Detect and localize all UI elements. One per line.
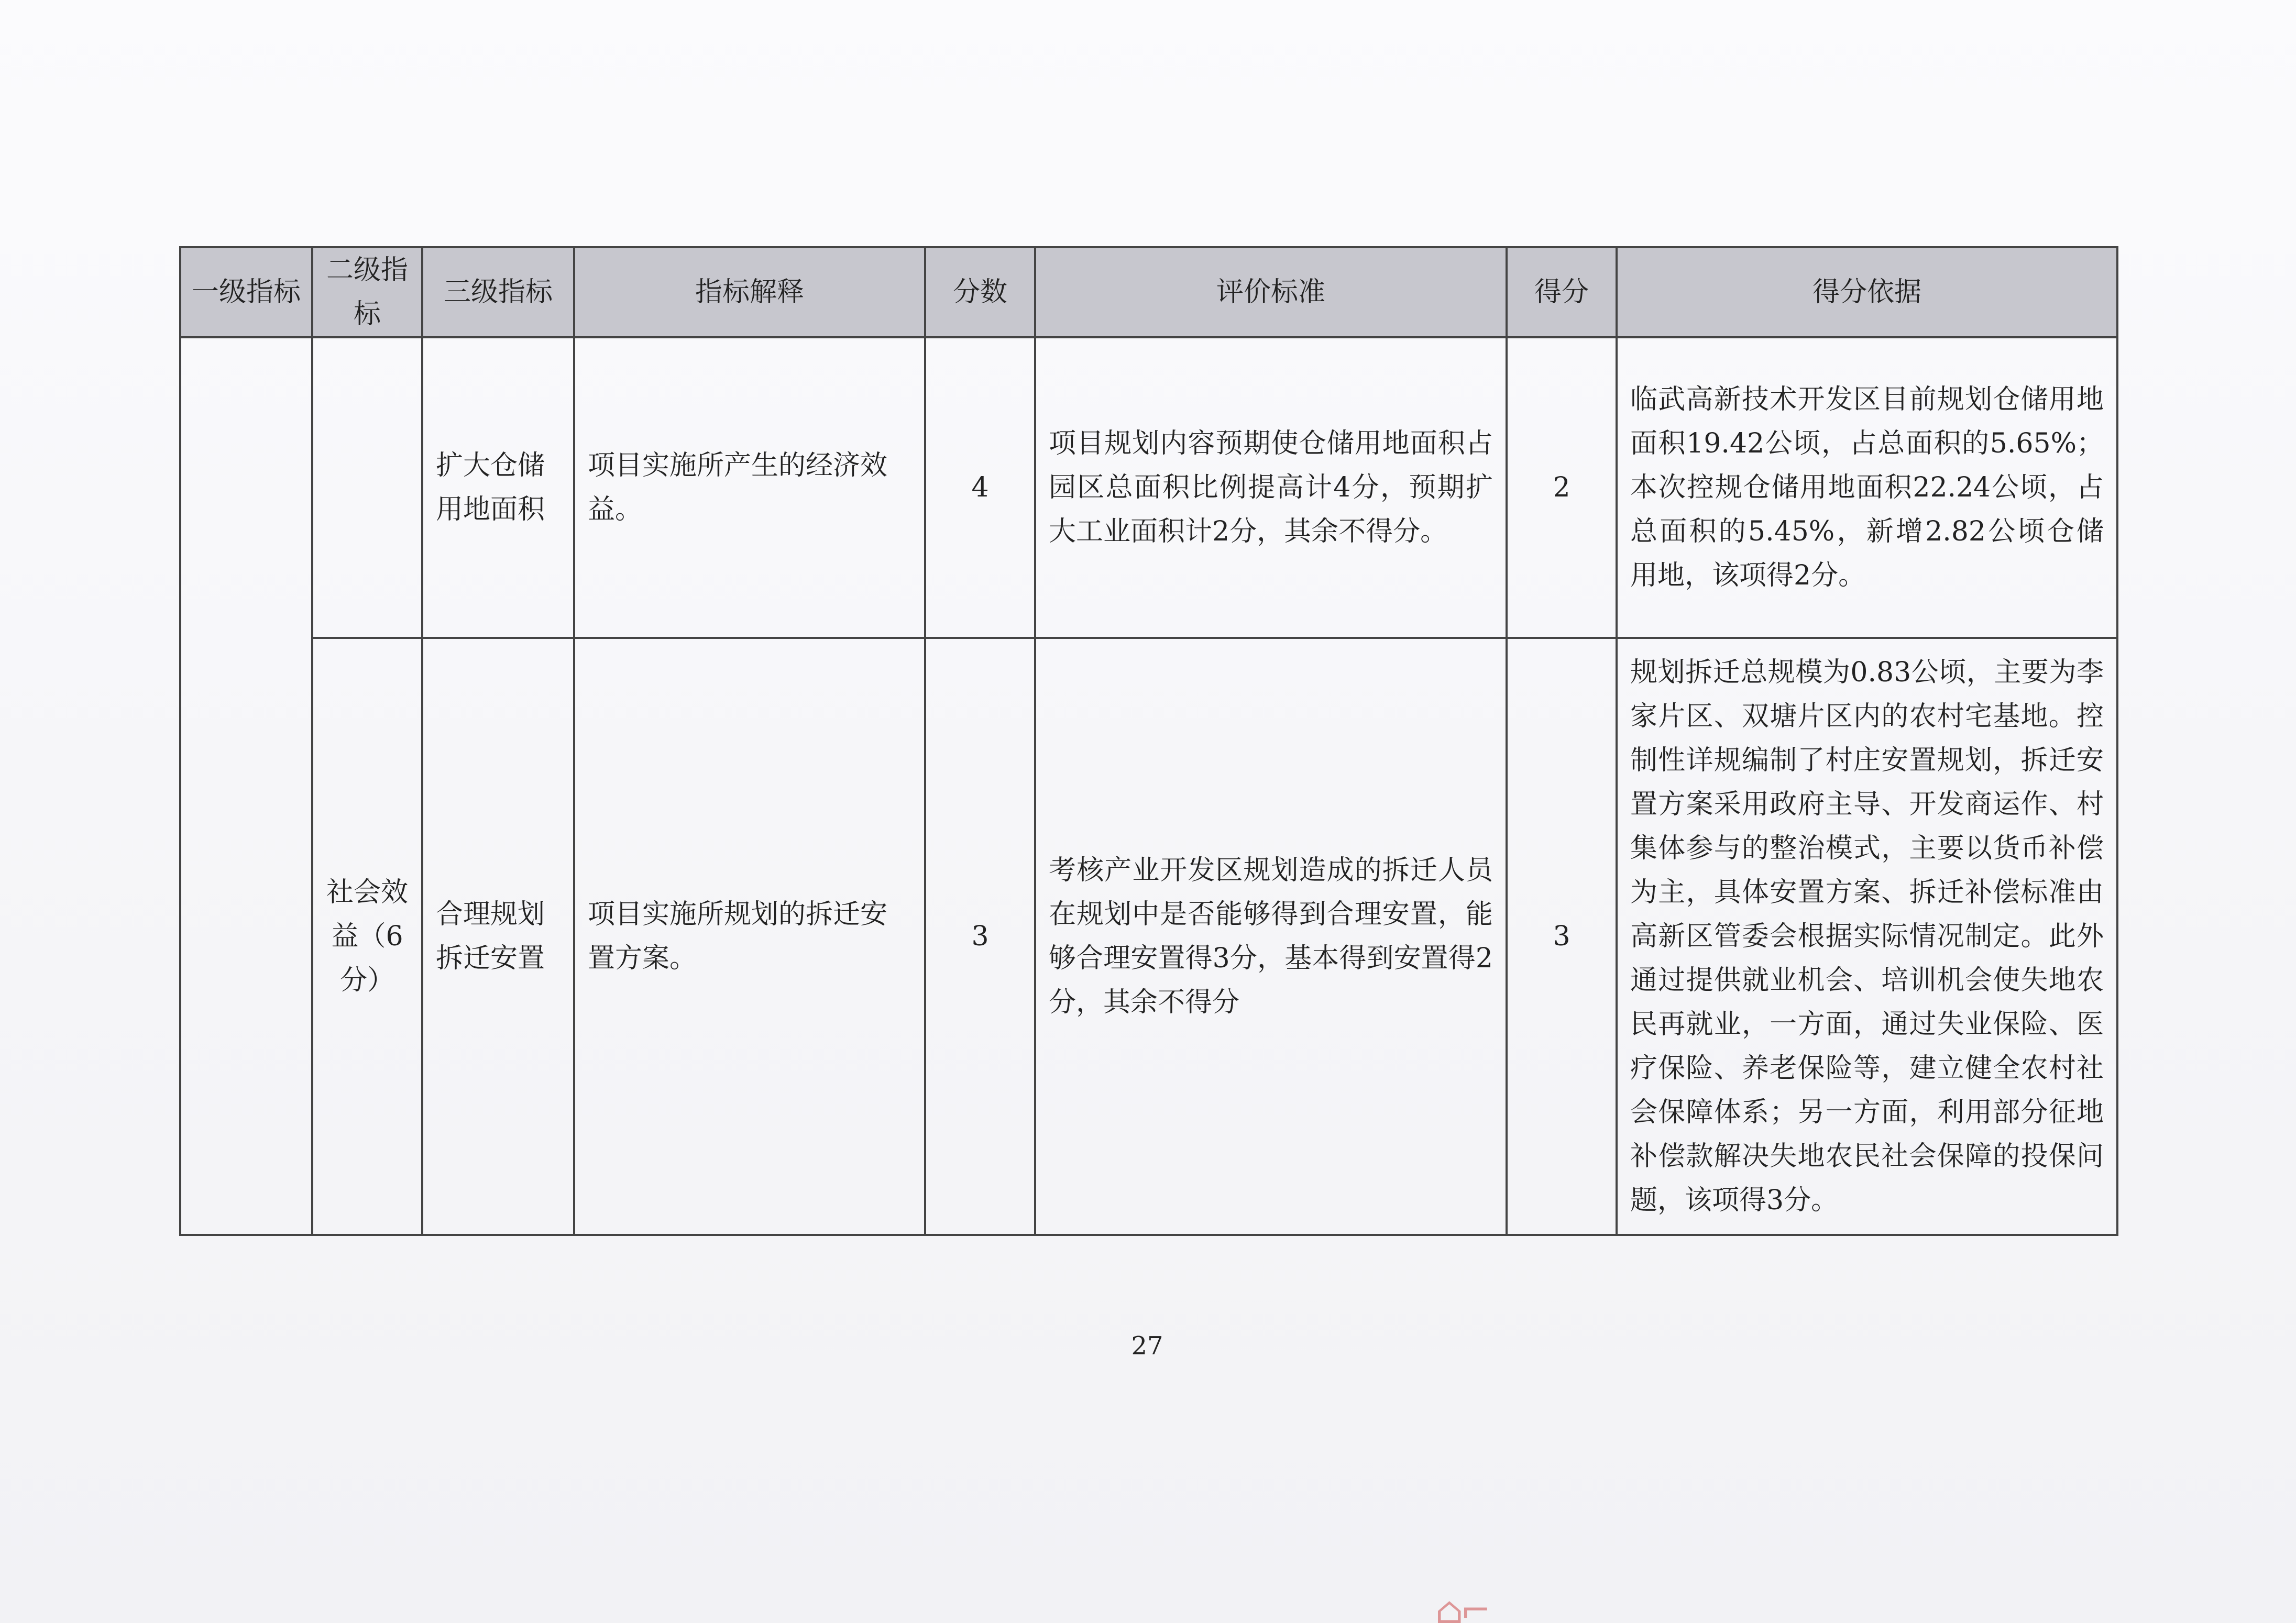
criteria-cell: 项目规划内容预期使仓储用地面积占园区总面积比例提高计4分，预期扩大工业面积计2分，其余不得分。 [1035,337,1507,638]
evaluation-table-container [179,246,2116,1236]
stamp-fragment: ⌂⌐ [1435,1592,1488,1623]
header-level2-indicator: 二级指标 [312,247,422,337]
level3-cell: 扩大仓储用地面积 [422,337,574,638]
header-earned-score: 得分 [1507,247,1617,337]
header-indicator-explanation: 指标解释 [574,247,925,337]
earned-score-cell: 3 [1507,638,1617,1235]
score-cell: 4 [925,337,1035,638]
header-level3-indicator: 三级指标 [422,247,574,337]
criteria-cell: 考核产业开发区规划造成的拆迁人员在规划中是否能够得到合理安置，能够合理安置得3分，基本得到安置得2分，其余不得分 [1035,638,1507,1235]
level1-empty-cell [180,337,312,1235]
level3-cell: 合理规划拆迁安置 [422,638,574,1235]
table-header [180,247,2117,337]
level2-group-cell: 社会效益（6分） [312,638,422,1235]
basis-cell: 临武高新技术开发区目前规划仓储用地面积19.42公顷，占总面积的5.65%；本次控规仓储用地面积22.24公顷，占总面积的5.45%，新增2.82公顷仓储用地，该项得2分。 [1617,337,2117,638]
header-scoring-basis: 得分依据 [1617,247,2117,337]
basis-cell: 规划拆迁总规模为0.83公顷，主要为李家片区、双塘片区内的农村宅基地。控制性详规编制了村庄安置规划，拆迁安置方案采用政府主导、开发商运作、村集体参与的整治模式，主要以货币补偿为主，具体安置方案、拆迁补偿标准由高新区管委会根据实际情况制定。此外通过提供就业机会、培训机会使失地农民再就业，一方面，通过失业保险、医疗保险、养老保险等，建立健全农村社会保障体系；另一方面，利用部分征地补偿款解决失地农民社会保障的投保问题，该项得3分。 [1617,638,2117,1235]
explanation-cell: 项目实施所产生的经济效益。 [574,337,925,638]
page-number: 27 [1131,1331,1163,1361]
table-row [180,337,2117,638]
score-cell: 3 [925,638,1035,1235]
table-row [180,638,2117,1235]
evaluation-table [179,246,2118,1236]
earned-score-cell: 2 [1507,337,1617,638]
table-body [180,337,2117,1235]
header-evaluation-criteria: 评价标准 [1035,247,1507,337]
header-score: 分数 [925,247,1035,337]
header-level1-indicator: 一级指标 [180,247,312,337]
header-row [180,247,2117,337]
level2-empty-cell [312,337,422,638]
explanation-cell: 项目实施所规划的拆迁安置方案。 [574,638,925,1235]
